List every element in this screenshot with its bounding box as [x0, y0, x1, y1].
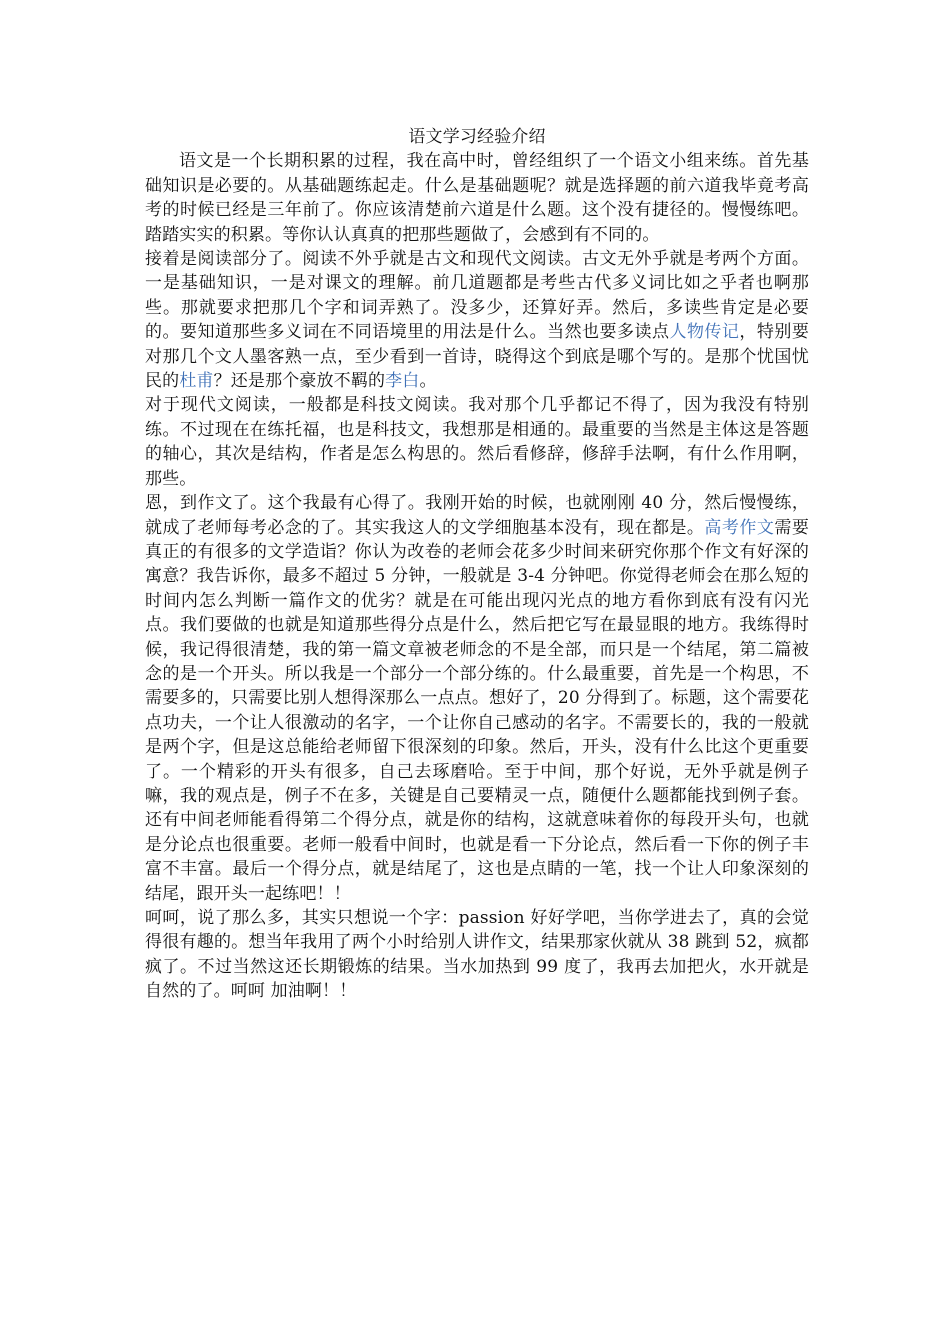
- paragraph-text: 。: [419, 371, 437, 392]
- document-paragraphs: [145, 149, 809, 1003]
- paragraph-text: ？还是那个豪放不羁的: [213, 371, 386, 392]
- hyperlink[interactable]: 李白: [385, 371, 420, 392]
- paragraph-text: 接着是阅读部分了。阅读不外乎就是古文和现代文阅读。古文无外乎就是考两个方面。一是基础知识，一是对课文的理解。前几道题都是考些古代多义词比如之乎者也啊那些。那就要求把那几个字和词弄熟了。没多少，还算好弄。然后，多读些肯定是必要的。要知道那些多义词在不同语境里的用法是什么。当然也要多读点: [145, 249, 809, 343]
- paragraph-text: 需要真正的有很多的文学造诣？你认为改卷的老师会花多少时间来研究你那个作文有好深的寓意？我告诉你，最多不超过 5 分钟，一般就是 3-4 分钟吧。你觉得老师会在那么短的时间内怎么判断一篇作文的优劣？就是在可能出现闪光点的地方看你到底有没有闪光点。我们要做的也就是知道那些得分点是什么，然后把它写在最显眼的地方。我练得时候，我记得很清楚，我的第一篇文章被老师念的不是全部，而只是一个结尾，第二篇被念的是一个开头。所以我是一个部分一个部分练的。什么最重要，首先是一个构思，不需要多的，只需要比别人想得深那么一点点。想好了，20 分得到了。标题，这个需要花点功夫，一个让人很激动的名字，一个让你自己感动的名字。不需要长的，我的一般就是两个字，但是这总能给老师留下很深刻的印象。然后，开头，没有什么比这个更重要了。一个精彩的开头有很多，自己去琢磨哈。至于中间，那个好说，无外乎就是例子嘛，我的观点是，例子不在多，关键是自己要精灵一点，随便什么题都能找到例子套。还有中间老师能看得第二个得分点，就是你的结构，这就意味着你的每段开头句，也就是分论点也很重要。老师一般看中间时，也就是看一下分论点，然后看一下你的例子丰富不丰富。最后一个得分点，就是结尾了，这也是点睛的一笔，找一个让人印象深刻的结尾，跟开头一起练吧！！: [145, 517, 809, 904]
- paragraph: [145, 247, 809, 393]
- paragraph: [145, 393, 809, 491]
- document-title: 语文学习经验介绍: [408, 127, 546, 147]
- paragraph: [145, 906, 809, 1004]
- paragraph-text: ，特别要对那几个文人墨客熟一点，至少看到一首诗，晓得这个到底是哪个写的。是那个忧国忧民的: [145, 322, 810, 392]
- paragraph-text: 呵呵，说了那么多，其实只想说一个字：passion 好好学吧，当你学进去了，真的会觉得很有趣的。想当年我用了两个小时给别人讲作文，结果那家伙就从 38 跳到 52，疯都疯了。不过当然这还长期锻炼的结果。当水加热到 99 度了，我再去加把火，水开就是自然的了。呵呵 加油啊！！: [145, 908, 809, 1002]
- hyperlink[interactable]: 人物传记: [669, 322, 740, 343]
- document-body: [145, 125, 809, 1004]
- paragraph: [145, 491, 809, 906]
- paragraph-text: 语文是一个长期积累的过程，我在高中时，曾经组织了一个语文小组来练。首先基础知识是必要的。从基础题练起走。什么是基础题呢？就是选择题的前六道我毕竟考高考的时候已经是三年前了。你应该清楚前六道是什么题。这个没有捷径的。慢慢练吧。踏踏实实的积累。等你认认真真的把那些题做了，会感到有不同的。: [145, 151, 809, 245]
- paragraph: [145, 149, 809, 247]
- paragraph-text: 恩，到作文了。这个我最有心得了。我刚开始的时候，也就刚刚 40 分，然后慢慢练，就成了老师每考必念的了。其实我这人的文学细胞基本没有，现在都是。: [145, 493, 809, 538]
- paragraph-text: 对于现代文阅读，一般都是科技文阅读。我对那个几乎都记不得了，因为我没有特别练。不过现在在练托福，也是科技文，我想那是相通的。最重要的当然是主体这是答题的轴心，其次是结构，作者是怎么构思的。然后看修辞，修辞手法啊，有什么作用啊，那些。: [145, 395, 809, 489]
- hyperlink[interactable]: 杜甫: [179, 371, 214, 392]
- hyperlink[interactable]: 高考作文: [704, 517, 775, 538]
